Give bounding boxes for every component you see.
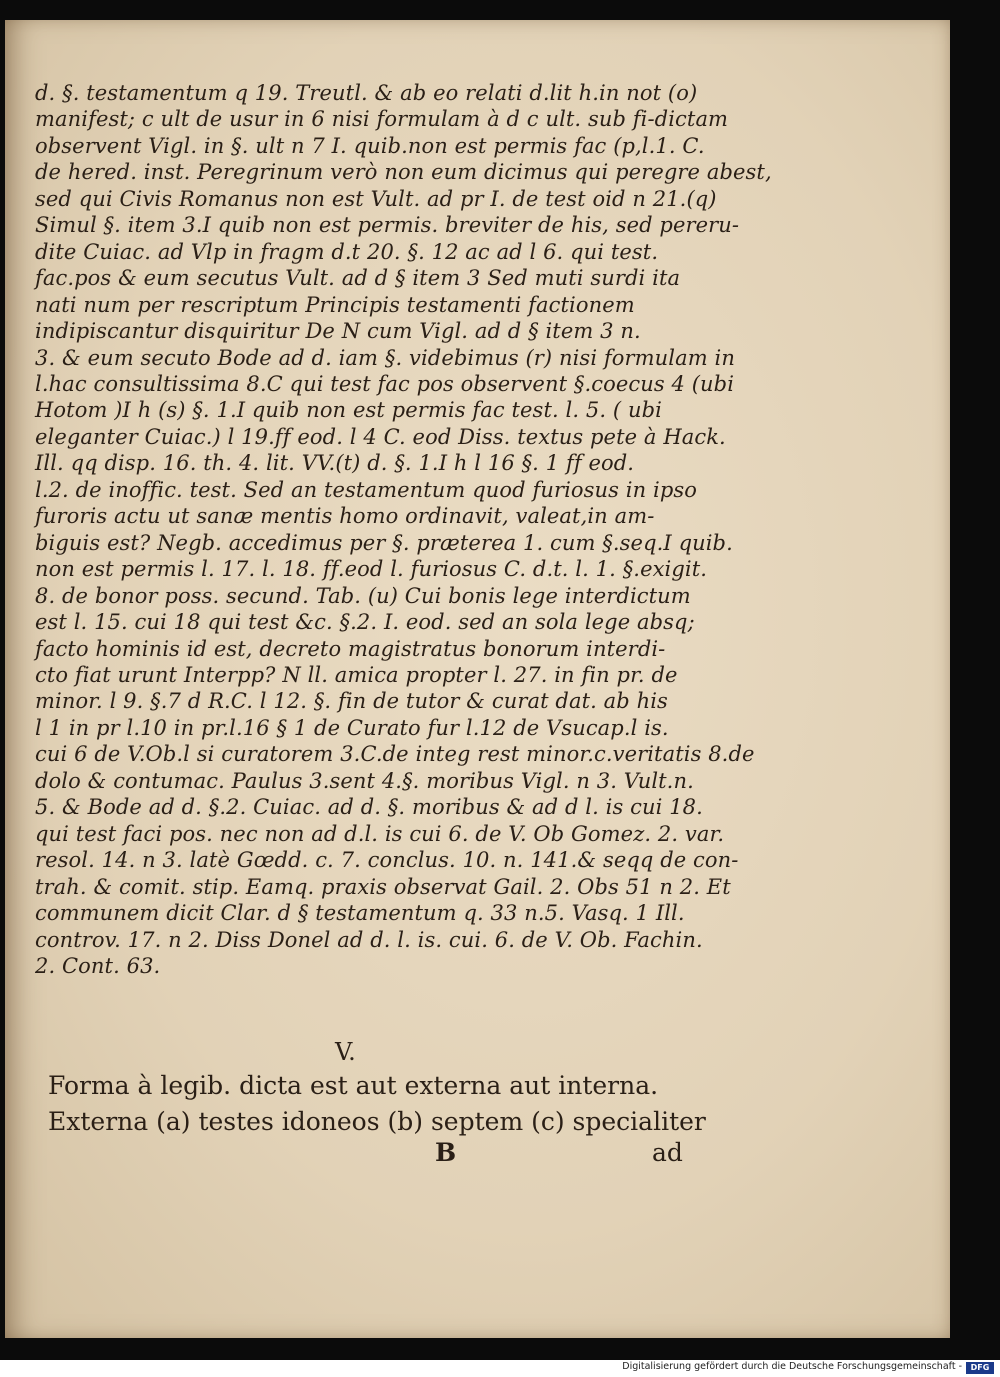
footnote-line: 2. Cont. 63. xyxy=(35,953,161,978)
footnote-line: de hered. inst. Peregrinum verò non eum dicimus qui peregre abest, xyxy=(35,160,772,185)
footnote-line: d. §. testamentum q 19. Treutl. & ab eo relati d.lit h.in not (o) xyxy=(35,81,698,105)
footnote-line: controv. 17. n 2. Diss Donel ad d. l. is. cui. 6. de V. Ob. Fachin. xyxy=(35,927,703,952)
footnote-line: Ill. qq disp. 16. th. 4. lit. VV.(t) d. §. 1.I h l 16 §. 1 ff eod. xyxy=(35,451,635,476)
dfg-logo-icon: DFG xyxy=(966,1362,994,1374)
footnote-line: 5. & Bode ad d. §.2. Cuiac. ad d. §. moribus & ad d l. is cui 18. xyxy=(35,795,703,820)
footnote-line: furoris actu ut sanæ mentis homo ordinavit, valeat,in am- xyxy=(35,504,655,529)
main-text-line: Forma à legib. dicta est aut externa aut interna. xyxy=(48,1071,659,1100)
footnote-line: l 1 in pr l.10 in pr.l.16 § 1 de Curato fur l.12 de Vsucap.l is. xyxy=(35,715,669,740)
catchword: ad xyxy=(652,1138,683,1167)
footnote-text-block xyxy=(35,80,772,979)
footnote-line: 3. & eum secuto Bode ad d. iam §. videbimus (r) nisi formulam in xyxy=(35,345,735,370)
footnote-line: cto fiat urunt Interpp? N ll. amica propter l. 27. in fin pr. de xyxy=(35,662,678,687)
footnote-line: l.2. de inoffic. test. Sed an testamentum quod furiosus in ipso xyxy=(35,477,697,502)
footnote-line: manifest; c ult de usur in 6 nisi formulam à d c ult. sub fi-dictam xyxy=(35,107,729,132)
footnote-line: biguis est? Negb. accedimus per §. præterea 1. cum §.seq.I quib. xyxy=(35,530,733,555)
book-page xyxy=(5,20,950,1338)
main-text-line: Externa (a) testes idoneos (b) septem (c) specialiter xyxy=(48,1107,706,1136)
footer-bar xyxy=(0,1360,1000,1377)
footnote-line: Hotom )I h (s) §. 1.I quib non est permis fac test. l. 5. ( ubi xyxy=(35,398,662,423)
footnote-line: est l. 15. cui 18 qui test &c. §.2. I. eod. sed an sola lege absq; xyxy=(35,610,695,635)
footnote-line: l.hac consultissima 8.C qui test fac pos observent §.coecus 4 (ubi xyxy=(35,371,735,396)
footnote-line: communem dicit Clar. d § testamentum q. 33 n.5. Vasq. 1 Ill. xyxy=(35,901,685,926)
footnote-line: indipiscantur disquiritur De N cum Vigl. ad d § item 3 n. xyxy=(35,319,641,344)
footnote-line: sed qui Civis Romanus non est Vult. ad pr I. de test oid n 21.(q) xyxy=(35,186,717,211)
footnote-line: trah. & comit. stip. Eamq. praxis observat Gail. 2. Obs 51 n 2. Et xyxy=(35,874,731,899)
main-text-block xyxy=(48,1068,706,1140)
footnote-line: observent Vigl. in §. ult n 7 I. quib.non est permis fac (p,l.1. C. xyxy=(35,133,705,158)
footnote-line: 8. de bonor poss. secund. Tab. (u) Cui bonis lege interdictum xyxy=(35,583,691,608)
footnote-line: nati num per rescriptum Principis testamenti factionem xyxy=(35,292,635,317)
footnote-line: dolo & contumac. Paulus 3.sent 4.§. moribus Vigl. n 3. Vult.n. xyxy=(35,768,694,793)
footnote-line: qui test faci pos. nec non ad d.l. is cui 6. de V. Ob Gomez. 2. var. xyxy=(35,821,725,846)
footnote-line: cui 6 de V.Ob.l si curatorem 3.C.de integ rest minor.c.veritatis 8.de xyxy=(35,742,755,767)
footnote-line: minor. l 9. §.7 d R.C. l 12. §. fin de tutor & curat dat. ab his xyxy=(35,689,668,714)
footnote-line: resol. 14. n 3. latè Gœdd. c. 7. conclus. 10. n. 141.& seqq de con- xyxy=(35,848,739,873)
footnote-line: dite Cuiac. ad Vlp in fragm d.t 20. §. 12 ac ad l 6. qui test. xyxy=(35,239,659,264)
footnote-line: non est permis l. 17. l. 18. ff.eod l. furiosus C. d.t. l. 1. §.exigit. xyxy=(35,557,708,582)
section-heading: V. xyxy=(335,1038,356,1066)
signature-mark: B xyxy=(435,1138,457,1167)
footer-credit: Digitalisierung gefördert durch die Deutsche Forschungsgemeinschaft - xyxy=(622,1361,962,1372)
footnote-line: Simul §. item 3.I quib non est permis. breviter de his, sed pereru- xyxy=(35,213,740,238)
footnote-line: facto hominis id est, decreto magistratus bonorum interdi- xyxy=(35,636,666,661)
footnote-line: eleganter Cuiac.) l 19.ff eod. l 4 C. eod Diss. textus pete à Hack. xyxy=(35,424,726,449)
footnote-line: fac.pos & eum secutus Vult. ad d § item 3 Sed muti surdi ita xyxy=(35,266,681,291)
